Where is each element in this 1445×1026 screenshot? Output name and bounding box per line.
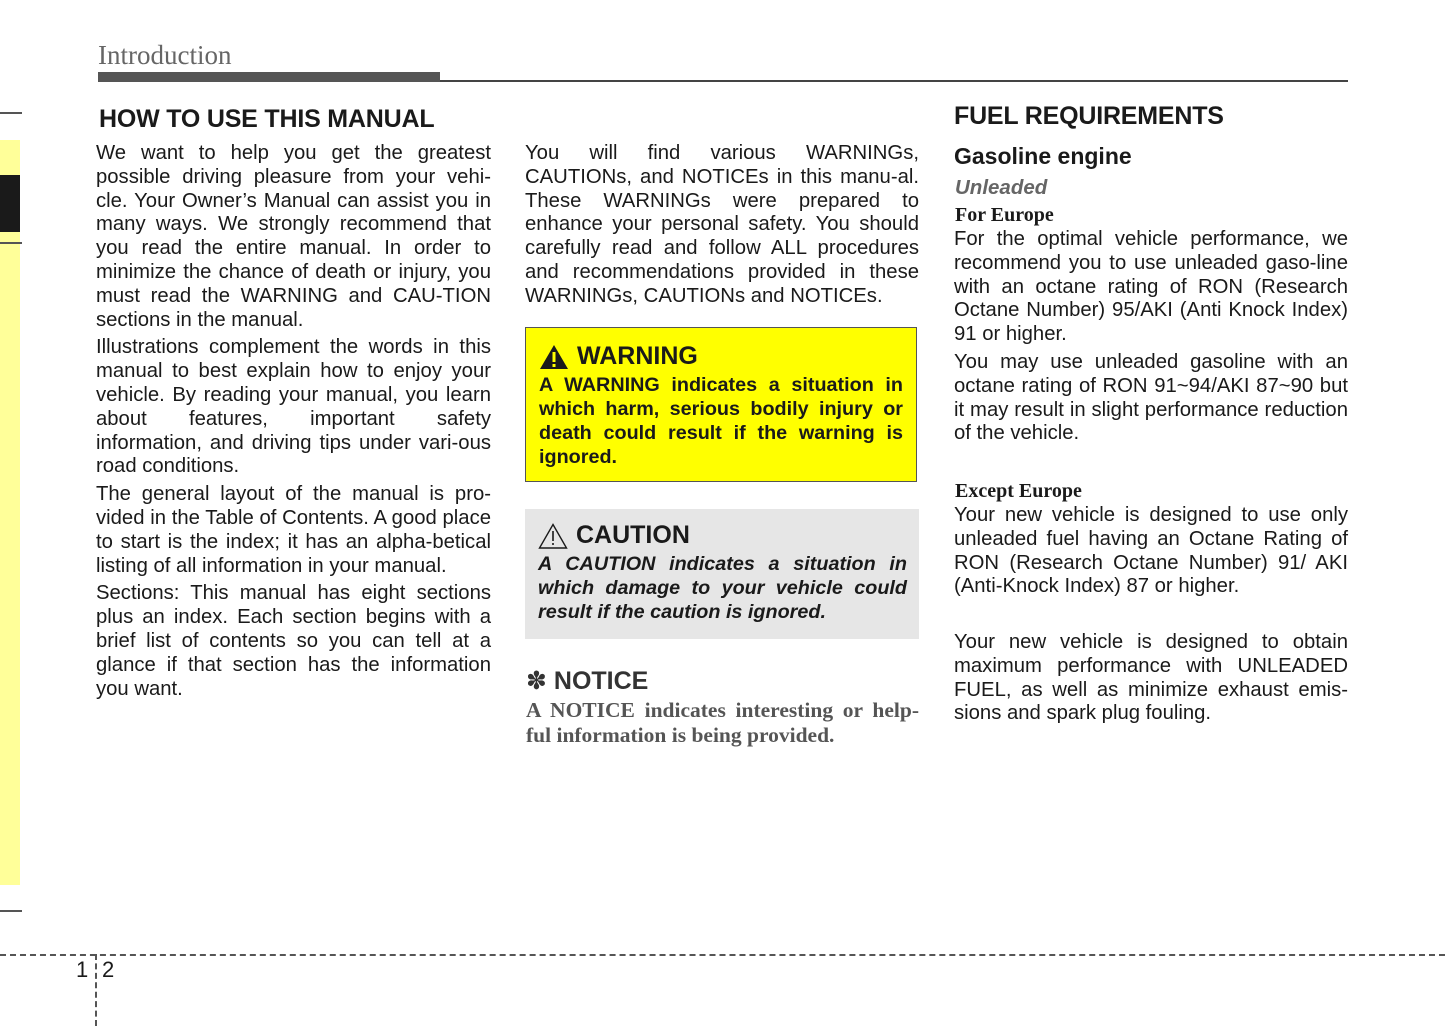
header-bar bbox=[98, 72, 440, 82]
notice-text: A NOTICE indicates interesting or help-ful information is being provided. bbox=[526, 698, 919, 747]
notice-star-icon: ✽ bbox=[526, 667, 547, 695]
warning-title: WARNING bbox=[577, 342, 698, 370]
paragraph: Your new vehicle is designed to obtain maximum performance with UNLEADED FUEL, as well as minimize exhaust emis-sions and spark plug fouling. bbox=[954, 631, 1348, 725]
notice-title: NOTICE bbox=[553, 667, 649, 695]
page-header-title: Introduction bbox=[98, 40, 232, 70]
margin-rule-top bbox=[0, 112, 22, 114]
chapter-number: 1 bbox=[76, 957, 89, 982]
paragraph: Your new vehicle is designed to use only unleaded fuel having an Octane Rating of RON (Research Octane Number) 91/ AKI (Anti-Knock Index) 87 or higher. bbox=[954, 504, 1348, 598]
margin-rule-mid bbox=[0, 242, 22, 244]
chapter-tab-marker bbox=[0, 175, 20, 232]
manual-intro bbox=[96, 142, 491, 705]
fuel-heading: FUEL REQUIREMENTS bbox=[954, 102, 1224, 130]
footer-dashed-rule bbox=[0, 954, 1445, 956]
footer-dashed-divider bbox=[95, 954, 97, 1026]
fuel-subheading: Gasoline engine bbox=[954, 143, 1132, 169]
europe-title: For Europe bbox=[955, 204, 1054, 226]
fuel-performance-text bbox=[954, 631, 1348, 730]
warning-title-row bbox=[539, 342, 903, 371]
except-europe-text bbox=[954, 504, 1348, 603]
fuel-unleaded-label: Unleaded bbox=[955, 176, 1048, 199]
paragraph: Sections: This manual has eight sections plus an index. Each section begins with a brief list of contents so you can tell at a glance if that section has the information you want. bbox=[96, 582, 491, 700]
page-number: 2 bbox=[102, 957, 115, 982]
paragraph: We want to help you get the greatest possible driving pleasure from your vehi-cle. Your Owner’s Manual can assist you in many ways. We strongly recommend that you read the entire manual. In order to minimize the chance of death or injury, you must read the WARNING and CAU-TION sections in the manual. bbox=[96, 142, 491, 331]
paragraph: For the optimal vehicle performance, we recommend you to use unleaded gaso-line with an octane rating of RON (Research Octane Number) 95/AKI (Anti Knock Index) 91 or higher. bbox=[954, 228, 1348, 346]
warning-text: A WARNING indicates a situation in which harm, serious bodily injury or death could result if the warning is ignored. bbox=[539, 374, 903, 468]
notice-title-row bbox=[526, 666, 648, 696]
caution-triangle-icon bbox=[538, 523, 568, 549]
caution-box bbox=[525, 509, 919, 639]
manual-heading: HOW TO USE THIS MANUAL bbox=[99, 105, 435, 133]
paragraph: You will find various WARNINGs, CAUTIONs, and NOTICEs in this manu-al. These WARNINGs were prepared to enhance your personal safety. You should carefully read and follow ALL procedures and recommendations provided in these WARNINGs, CAUTIONs and NOTICEs. bbox=[525, 142, 919, 307]
except-europe-title: Except Europe bbox=[955, 480, 1082, 502]
caution-title-row bbox=[538, 521, 907, 550]
warning-box bbox=[525, 327, 917, 482]
warning-triangle-icon bbox=[539, 344, 569, 370]
paragraph: The general layout of the manual is pro-vided in the Table of Contents. A good place to start is the index; it has an alpha-betical listing of all information in your manual. bbox=[96, 483, 491, 577]
caution-text: A CAUTION indicates a situation in which damage to your vehicle could result if the caution is ignored. bbox=[538, 553, 907, 623]
safety-messages-intro bbox=[525, 142, 919, 313]
europe-text bbox=[954, 228, 1348, 450]
chapter-tab bbox=[0, 140, 20, 885]
margin-rule-bottom bbox=[0, 910, 22, 912]
paragraph: Illustrations complement the words in this manual to best explain how to enjoy your vehicle. By reading your manual, you learn about features, important safety information, and driving tips under vari-ous road conditions. bbox=[96, 336, 491, 478]
caution-title: CAUTION bbox=[576, 521, 690, 549]
paragraph: You may use unleaded gasoline with an octane rating of RON 91~94/AKI 87~90 but it may result in slight performance reduction of the vehicle. bbox=[954, 350, 1348, 445]
